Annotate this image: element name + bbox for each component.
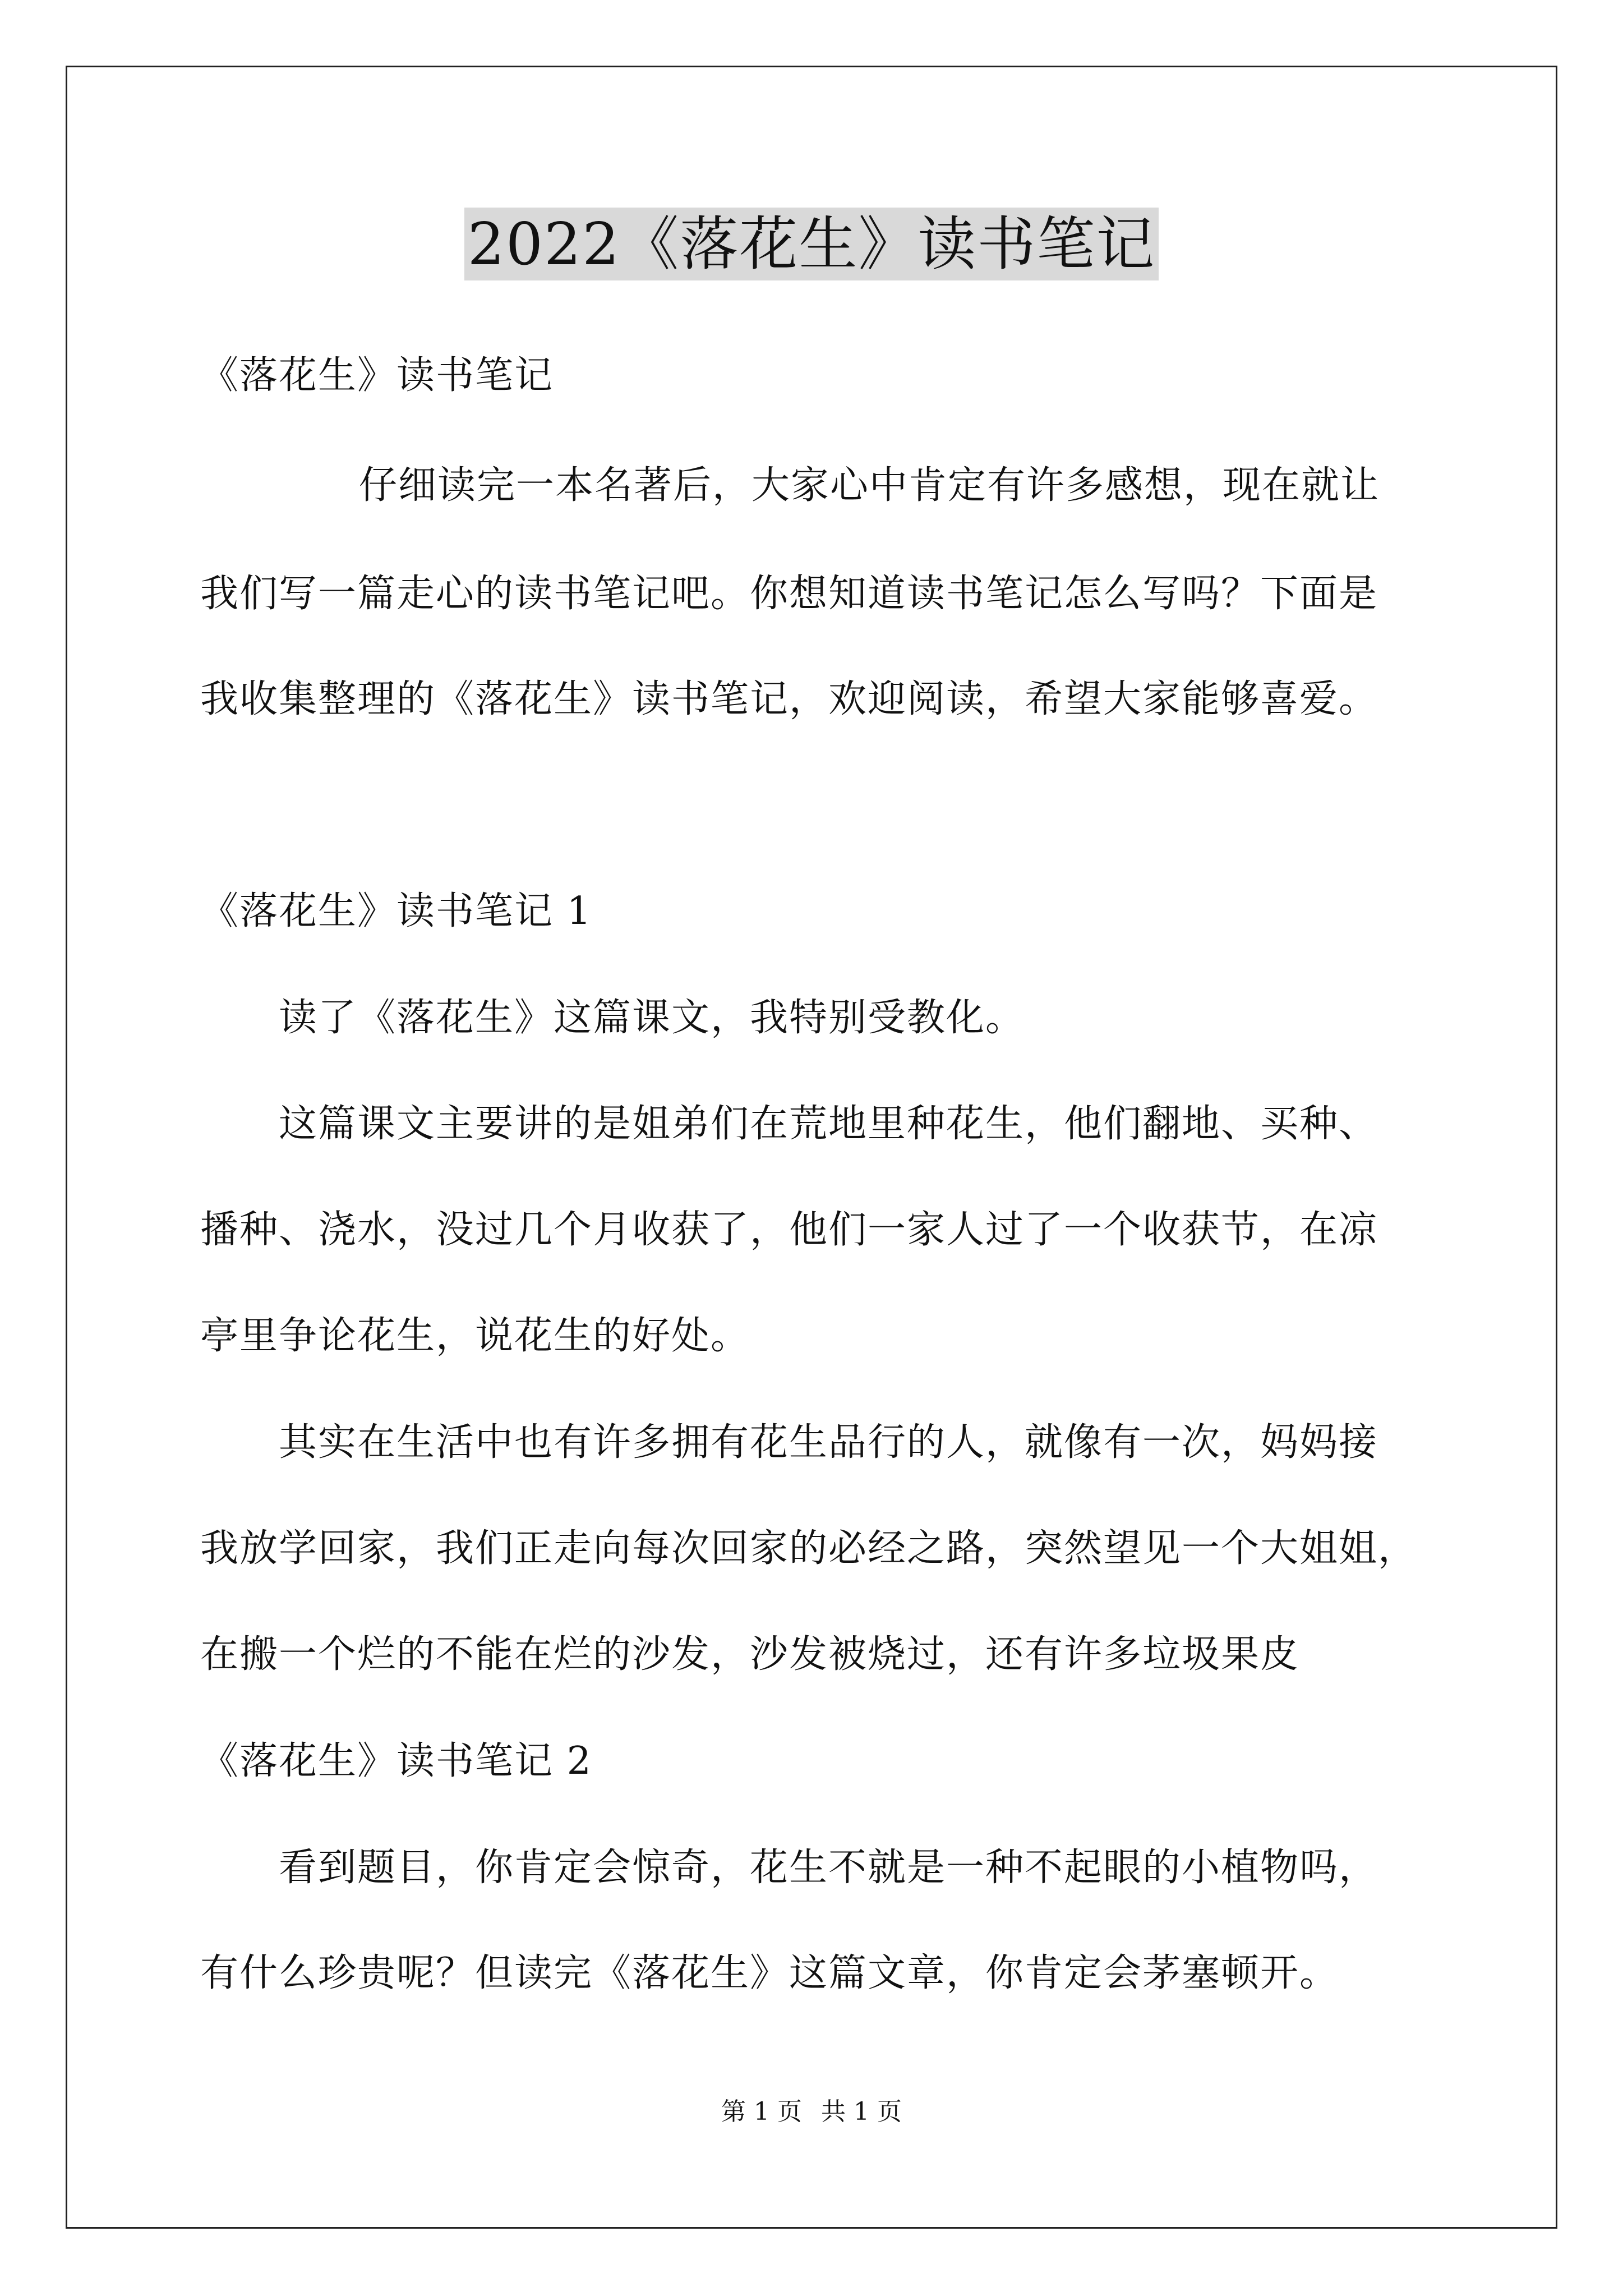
intro-line: 我收集整理的《落花生》读书笔记，欢迎阅读，希望大家能够喜爱。	[200, 677, 1378, 721]
section-heading: 《落花生》读书笔记 1	[200, 889, 592, 933]
document-title: 2022《落花生》读书笔记	[464, 208, 1159, 280]
section-heading: 《落花生》读书笔记 2	[200, 1739, 592, 1783]
paragraph-line: 播种、浇水，没过几个月收获了，他们一家人过了一个收获节，在凉	[200, 1208, 1378, 1252]
paragraph-line: 读了《落花生》这篇课文，我特别受教化。	[279, 996, 1025, 1040]
page-number: 第 1 页	[721, 2097, 802, 2126]
page-total: 共 1 页	[821, 2097, 902, 2126]
title-container	[0, 208, 1623, 280]
paragraph-line: 有什么珍贵呢？但读完《落花生》这篇文章，你肯定会茅塞顿开。	[200, 1951, 1339, 1995]
intro-line: 我们写一篇走心的读书笔记吧。你想知道读书笔记怎么写吗？下面是	[200, 572, 1378, 616]
paragraph-line: 在搬一个烂的不能在烂的沙发，沙发被烧过，还有许多垃圾果皮	[200, 1632, 1300, 1677]
subtitle: 《落花生》读书笔记	[200, 353, 554, 398]
paragraph-line: 亭里争论花生，说花生的好处。	[200, 1314, 750, 1358]
paragraph-line: 其实在生活中也有许多拥有花生品行的人，就像有一次，妈妈接	[279, 1420, 1378, 1465]
intro-line: 仔细读完一本名著后，大家心中肯定有许多感想，现在就让	[359, 463, 1380, 508]
paragraph-line: 我放学回家，我们正走向每次回家的必经之路，突然望见一个大姐姐，	[200, 1526, 1418, 1571]
paragraph-line: 这篇课文主要讲的是姐弟们在荒地里种花生，他们翻地、买种、	[279, 1102, 1378, 1146]
paragraph-line: 看到题目，你肯定会惊奇，花生不就是一种不起眼的小植物吗，	[279, 1846, 1378, 1890]
page-footer	[0, 2095, 1623, 2129]
